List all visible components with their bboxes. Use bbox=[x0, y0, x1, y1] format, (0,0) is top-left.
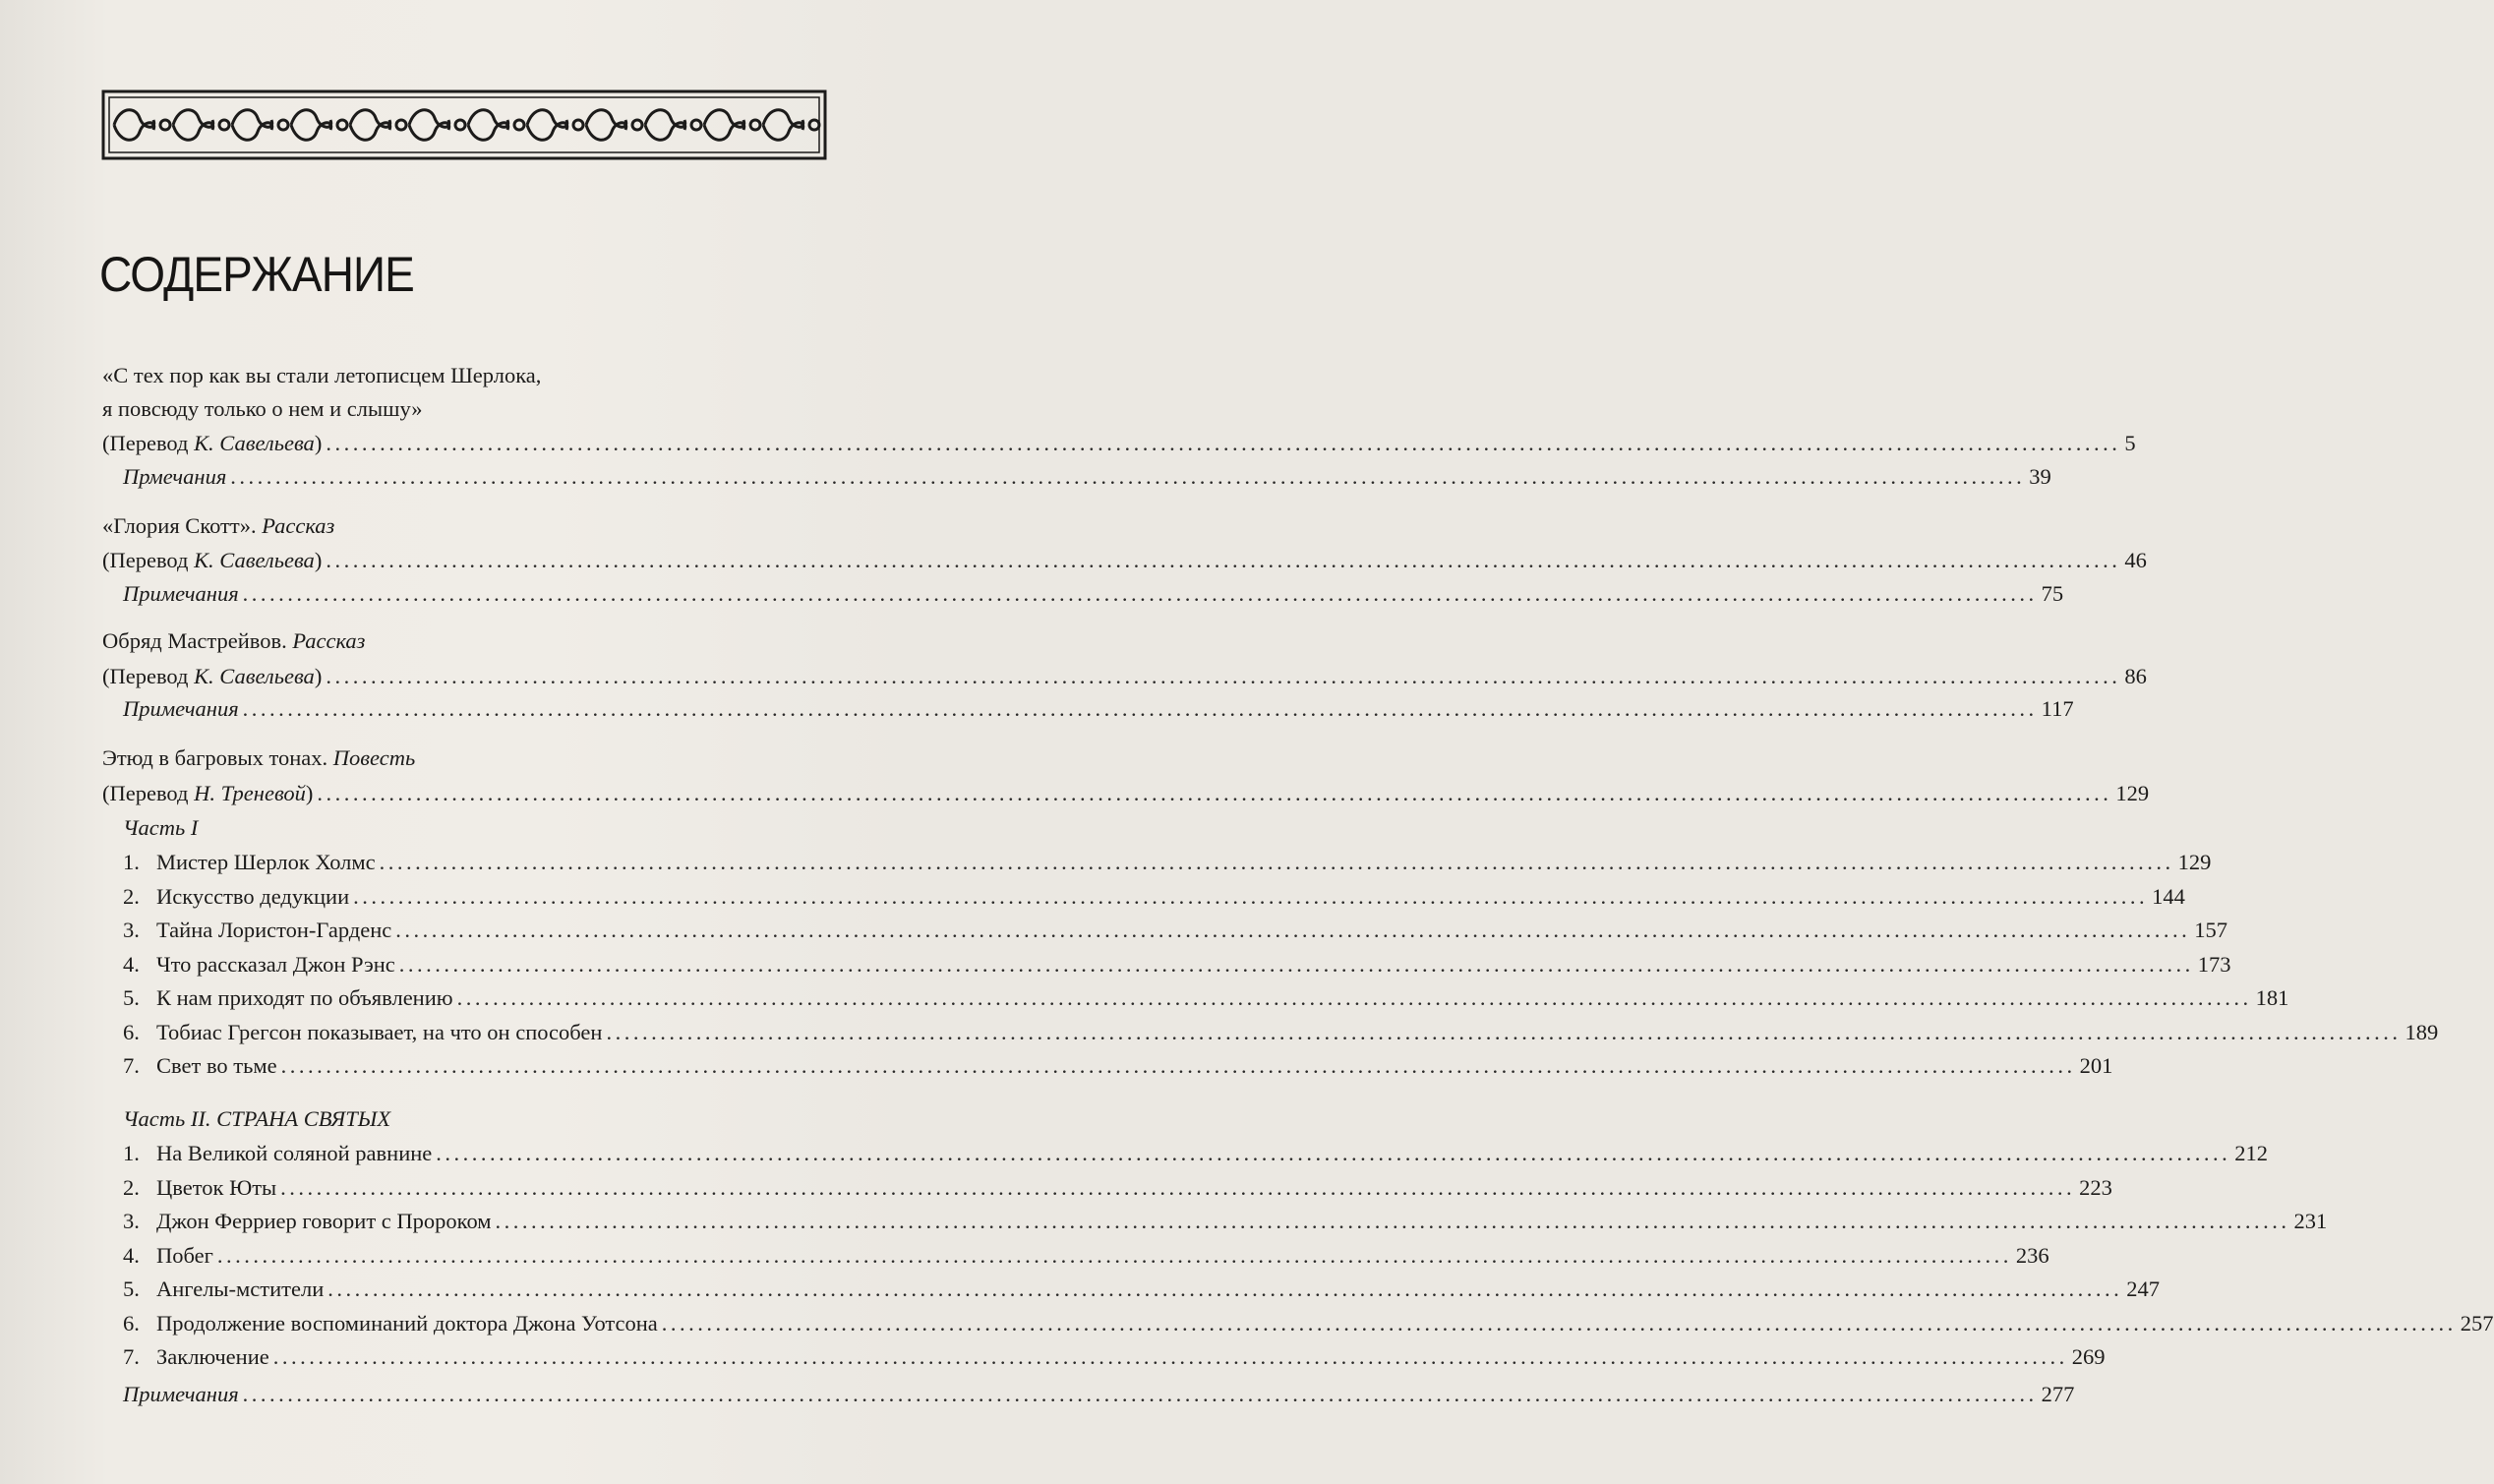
toc-entry-notes bbox=[123, 694, 2074, 724]
leader-dots: ........................................................................................................................................................................................................ bbox=[326, 548, 2121, 572]
chapter-number: 4. bbox=[123, 1242, 140, 1268]
leader-dots: ........................................................................................................................................................................................................ bbox=[326, 664, 2121, 688]
page-number: 201 bbox=[2079, 1053, 2113, 1078]
page-number: 189 bbox=[2405, 1019, 2439, 1044]
page-number: 129 bbox=[2177, 850, 2212, 874]
page-number: 236 bbox=[2015, 1242, 2049, 1268]
leader-dots: ........................................................................................................................................................................................................ bbox=[280, 1174, 2076, 1200]
chapter-number: 1. bbox=[123, 850, 140, 874]
leader-dots: ........................................................................................................................................................................................................ bbox=[661, 1310, 2457, 1336]
chapter-entry bbox=[123, 1018, 2439, 1047]
translation-credit: (Перевод К. Савельева) bbox=[102, 548, 323, 572]
chapter-number: 6. bbox=[123, 1310, 140, 1336]
leader-dots: ........................................................................................................................................................................................................ bbox=[327, 1276, 2123, 1301]
page-number: 86 bbox=[2124, 664, 2147, 688]
chapter-title: К нам приходят по объявлению bbox=[156, 985, 453, 1010]
chapter-number: 1. bbox=[123, 1141, 140, 1165]
chapter-entry bbox=[123, 1173, 2112, 1203]
entry-title: я повсюду только о нем и слышу» bbox=[102, 396, 423, 421]
chapter-number: 7. bbox=[123, 1053, 140, 1078]
chapter-entry bbox=[123, 1241, 2049, 1271]
chapter-entry bbox=[123, 1275, 2160, 1304]
notes-label: Примечания bbox=[123, 1382, 239, 1406]
part-heading: Часть I bbox=[123, 815, 199, 840]
chapter-entry bbox=[123, 1207, 2328, 1236]
chapter-title: Тайна Лористон-Гарденс bbox=[156, 918, 392, 942]
chapter-number: 3. bbox=[123, 918, 140, 942]
leader-dots: ........................................................................................................................................................................................................ bbox=[456, 985, 2252, 1010]
leader-dots: ........................................................................................................................................................................................................ bbox=[606, 1019, 2402, 1044]
chapter-entry bbox=[123, 848, 2212, 877]
page-number: 247 bbox=[2126, 1276, 2160, 1301]
leader-dots: ........................................................................................................................................................................................................ bbox=[495, 1209, 2290, 1233]
chapter-title: Что рассказал Джон Рэнс bbox=[156, 951, 395, 977]
translation-credit: (Перевод Н. Треневой) bbox=[102, 781, 314, 805]
page-number: 277 bbox=[2041, 1382, 2075, 1406]
chapter-title: На Великой соляной равнине bbox=[156, 1141, 433, 1165]
page-number: 157 bbox=[2194, 918, 2228, 942]
notes-label: Прмечания bbox=[123, 464, 227, 489]
leader-dots: ........................................................................................................................................................................................................ bbox=[280, 1053, 2076, 1078]
entry-title: Этюд в багровых тонах. Повесть bbox=[102, 745, 416, 770]
entry-title: Обряд Мастрейвов. Рассказ bbox=[102, 628, 366, 653]
translation-credit: (Перевод К. Савельева) bbox=[102, 664, 323, 688]
chapter-number: 2. bbox=[123, 1174, 140, 1200]
chapter-title: Свет во тьме bbox=[156, 1053, 277, 1078]
ornament-border-icon bbox=[102, 90, 826, 159]
toc-entry bbox=[102, 662, 2147, 691]
leader-dots: ........................................................................................................................................................................................................ bbox=[379, 850, 2174, 874]
chapter-entry bbox=[123, 1309, 2494, 1338]
entry-title: «С тех пор как вы стали летописцем Шерлока, bbox=[102, 363, 542, 387]
page-number: 129 bbox=[2115, 781, 2150, 805]
page-number: 231 bbox=[2293, 1209, 2328, 1233]
chapter-number: 3. bbox=[123, 1209, 140, 1233]
toc-entry-notes bbox=[123, 462, 2051, 492]
page-number: 269 bbox=[2071, 1344, 2106, 1369]
chapter-entry bbox=[123, 1342, 2106, 1372]
page-number: 46 bbox=[2124, 548, 2147, 572]
chapter-title: Мистер Шерлок Холмс bbox=[156, 850, 376, 874]
chapter-title: Искусство дедукции bbox=[156, 883, 350, 909]
leader-dots: ........................................................................................................................................................................................................ bbox=[272, 1344, 2068, 1369]
notes-label: Примечания bbox=[123, 581, 239, 606]
chapter-number: 2. bbox=[123, 883, 140, 909]
chapter-entry bbox=[123, 916, 2228, 945]
page-number: 5 bbox=[2124, 431, 2136, 455]
chapter-number: 4. bbox=[123, 951, 140, 977]
page-number: 173 bbox=[2197, 951, 2231, 977]
chapter-title: Заключение bbox=[156, 1344, 269, 1369]
toc-entry bbox=[102, 429, 2136, 458]
toc-entry bbox=[102, 779, 2150, 808]
part-heading: Часть II. СТРАНА СВЯТЫХ bbox=[123, 1106, 391, 1131]
chapter-entry bbox=[123, 882, 2185, 912]
chapter-title: Побег bbox=[156, 1242, 213, 1268]
chapter-title: Цветок Юты bbox=[156, 1174, 277, 1200]
chapter-entry bbox=[123, 1051, 2113, 1081]
leader-dots: ........................................................................................................................................................................................................ bbox=[230, 464, 2026, 489]
chapter-number: 6. bbox=[123, 1019, 140, 1044]
page-number: 181 bbox=[2255, 985, 2289, 1010]
chapter-number: 5. bbox=[123, 1276, 140, 1301]
page-number: 257 bbox=[2460, 1310, 2494, 1336]
chapter-title: Ангелы-мстители bbox=[156, 1276, 325, 1301]
leader-dots: ........................................................................................................................................................................................................ bbox=[353, 883, 2149, 909]
page-title: СОДЕРЖАНИЕ bbox=[99, 247, 414, 302]
leader-dots: ........................................................................................................................................................................................................ bbox=[242, 581, 2038, 606]
chapter-title: Джон Ферриер говорит с Пророком bbox=[156, 1209, 492, 1233]
chapter-number: 7. bbox=[123, 1344, 140, 1369]
entry-title: «Глория Скотт». Рассказ bbox=[102, 513, 335, 538]
toc-entry bbox=[102, 546, 2147, 575]
leader-dots: ........................................................................................................................................................................................................ bbox=[242, 1382, 2038, 1406]
chapter-number: 5. bbox=[123, 985, 140, 1010]
toc-entry-notes bbox=[123, 579, 2064, 609]
leader-dots: ........................................................................................................................................................................................................ bbox=[242, 696, 2038, 721]
page-number: 212 bbox=[2234, 1141, 2269, 1165]
leader-dots: ........................................................................................................................................................................................................ bbox=[398, 951, 2194, 977]
chapter-entry bbox=[123, 950, 2231, 979]
leader-dots: ........................................................................................................................................................................................................ bbox=[436, 1141, 2231, 1165]
page-number: 39 bbox=[2029, 464, 2051, 489]
chapter-title: Продолжение воспоминаний доктора Джона Уотсона bbox=[156, 1310, 658, 1336]
page-number: 144 bbox=[2152, 883, 2185, 909]
chapter-entry bbox=[123, 1139, 2269, 1168]
page-number: 223 bbox=[2079, 1174, 2112, 1200]
chapter-title: Тобиас Грегсон показывает, на что он способен bbox=[156, 1019, 603, 1044]
page-number: 117 bbox=[2041, 696, 2074, 721]
chapter-entry bbox=[123, 983, 2289, 1013]
leader-dots: ........................................................................................................................................................................................................ bbox=[395, 918, 2191, 942]
leader-dots: ........................................................................................................................................................................................................ bbox=[216, 1242, 2012, 1268]
leader-dots: ........................................................................................................................................................................................................ bbox=[326, 431, 2121, 455]
translation-credit: (Перевод К. Савельева) bbox=[102, 431, 323, 455]
page-number: 75 bbox=[2041, 581, 2064, 606]
notes-label: Примечания bbox=[123, 696, 239, 721]
toc-entry-notes bbox=[123, 1380, 2075, 1409]
leader-dots: ........................................................................................................................................................................................................ bbox=[317, 781, 2112, 805]
